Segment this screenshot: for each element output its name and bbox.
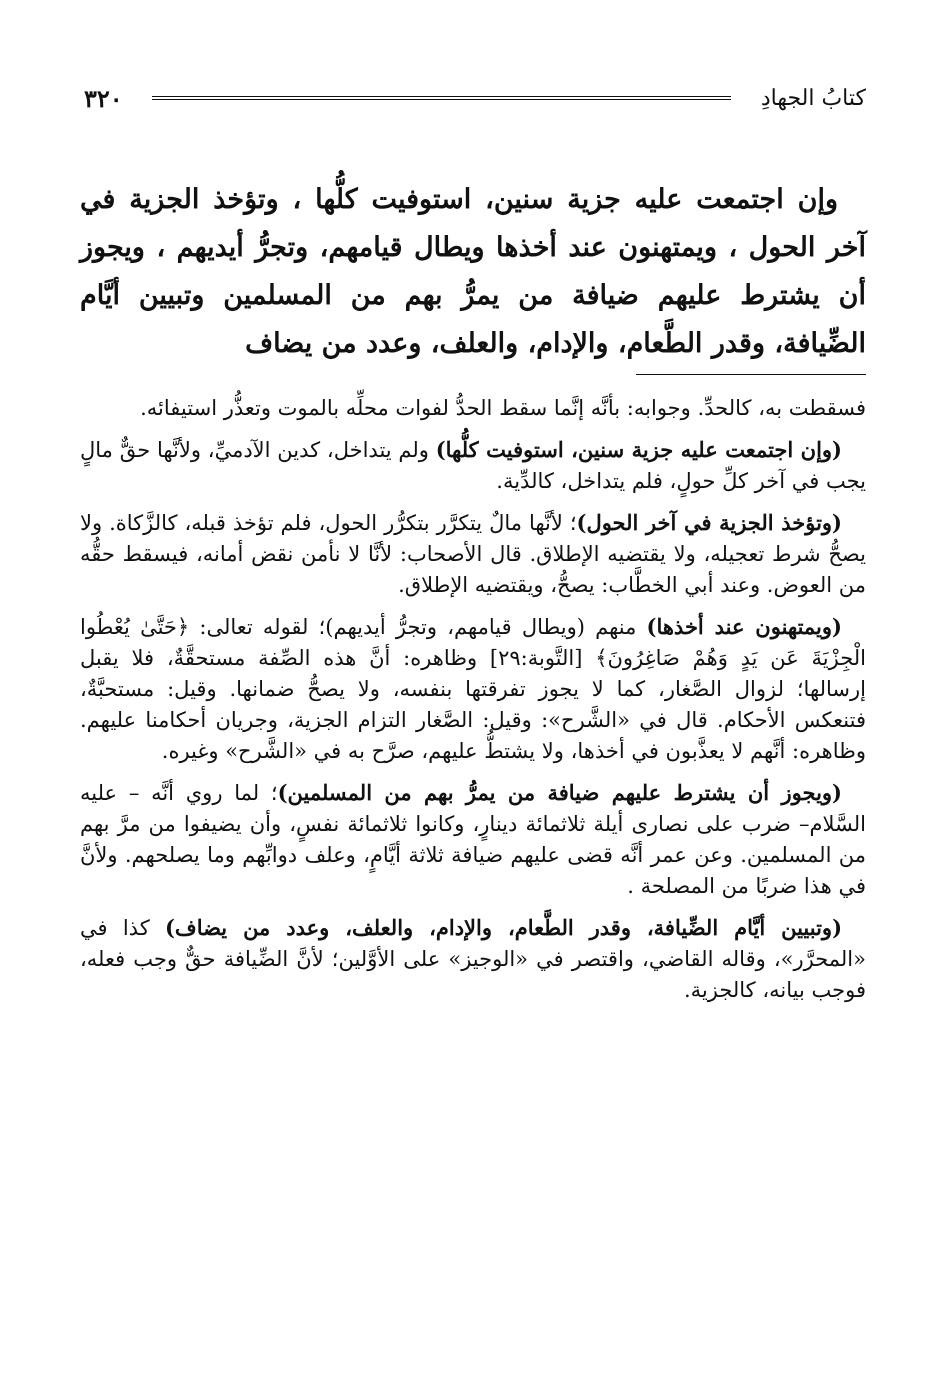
commentary-text: فسقطت به، كالحدِّ. وجوابه: بأنَّه إنَّما سقط الحدُّ لفوات محلِّه بالموت وتعذُّر استيفائه. bbox=[140, 396, 866, 420]
commentary-text: ؛ لأنَّها مالٌ يتكرَّر بتكرُّر الحول، فلم تؤخذ قبله، كالزَّكاة. ولا يصحُّ شرط تعجيله، ولا يقتضيه الإطلاق. قال الأصحاب: لأنَّا لا نأمن نقض أمانه، فيسقط حقُّه من العوض. وعند أبي الخطَّاب: يصحُّ، ويقتضيه الإطلاق. bbox=[80, 511, 866, 597]
page-header bbox=[84, 80, 866, 116]
commentary-paragraph bbox=[80, 777, 866, 902]
commentary-text: ؛ لما روي أنَّه – عليه السَّلام– ضرب على نصارى أيلة ثلاثمائة دينارٍ، وكانوا ثلاثمائة نفسٍ، وأن يضيفوا من مرَّ بهم من المسلمين. وعن عمر أنَّه قضى عليهم ضيافة ثلاثة أيَّامٍ، وعلف دوابِّهم وما يصلحهم. ولأنَّ في هذا ضربًا من المصلحة . bbox=[80, 781, 866, 898]
quoted-phrase: (وتؤخذ الجزية في آخر الحول) bbox=[576, 510, 842, 535]
main-text: وإن اجتمعت عليه جزية سنين، استوفيت كلُّها ، وتؤخذ الجزية في آخر الحول ، ويمتهنون عند أخذها ويطال قيامهم، وتجرُّ أيديهم ، ويجوز أن يشترط عليهم ضيافة من يمرُّ بهم من المسلمين وتبيين أيَّام الضِّيافة، وقدر الطَّعام، والإدام، والعلف، وعدد من يضاف bbox=[80, 184, 866, 359]
commentary-paragraph bbox=[80, 611, 866, 767]
commentary-text: ولم يتداخل، كدين الآدميِّ، ولأنَّها حقٌّ مالٍ يجب في آخر كلِّ حولٍ، فلم يتداخل، كالدِّية. bbox=[80, 438, 866, 493]
commentary-paragraph bbox=[80, 434, 866, 497]
page-number: ٣٢٠ bbox=[84, 83, 123, 113]
quoted-phrase: (وتبيين أيَّام الضِّيافة، وقدر الطَّعام، والإدام، والعلف، وعدد من يضاف) bbox=[164, 915, 843, 940]
commentary-text: منهم (ويطال قيامهم، وتجرُّ أيديهم)؛ لقوله تعالى: ﴿حَتَّىٰ يُعْطُوا الْجِزْيَةَ عَن يَدٍ وَهُمْ صَاغِرُونَ﴾ [التَّوبة:٢٩] وظاهره: أنَّ هذه الصِّفة مستحقَّةٌ، فلا يقبل إرسالها؛ لزوال الصَّغار، كما لا يجوز تفرقتها بنفسه، ولا يصحُّ ضمانها. وقيل: مستحبَّةٌ، فتنعكس الأحكام. قال في «الشَّرح»: وقيل: الصَّغار التزام الجزية، وجريان أحكامنا عليهم. وظاهره: أنَّهم لا يعذَّبون في أخذها، ولا يشتطُّ عليهم، صرَّح به في «الشَّرح» وغيره. bbox=[80, 615, 867, 763]
commentary-text: كذا في «المحرَّر»، وقاله القاضي، واقتصر في «الوجيز» على الأوَّلين؛ لأنَّ الضِّيافة حقٌّ وجب فعله، فوجب بيانه، كالجزية. bbox=[80, 916, 866, 1002]
footnote-divider bbox=[636, 374, 866, 375]
commentary-paragraph bbox=[80, 912, 866, 1006]
quoted-phrase: (ويمتهنون عند أخذها) bbox=[646, 614, 842, 639]
commentary-paragraph bbox=[80, 392, 866, 424]
quoted-phrase: (ويجوز أن يشترط عليهم ضيافة من يمرُّ بهم من المسلمين) bbox=[277, 780, 842, 805]
commentary-paragraph bbox=[80, 507, 866, 601]
quoted-phrase: (وإن اجتمعت عليه جزية سنين، استوفيت كلُّها) bbox=[435, 437, 842, 462]
commentary bbox=[80, 392, 866, 1016]
header-divider bbox=[152, 96, 731, 100]
book-title: كتابُ الجهادِ bbox=[760, 85, 866, 111]
